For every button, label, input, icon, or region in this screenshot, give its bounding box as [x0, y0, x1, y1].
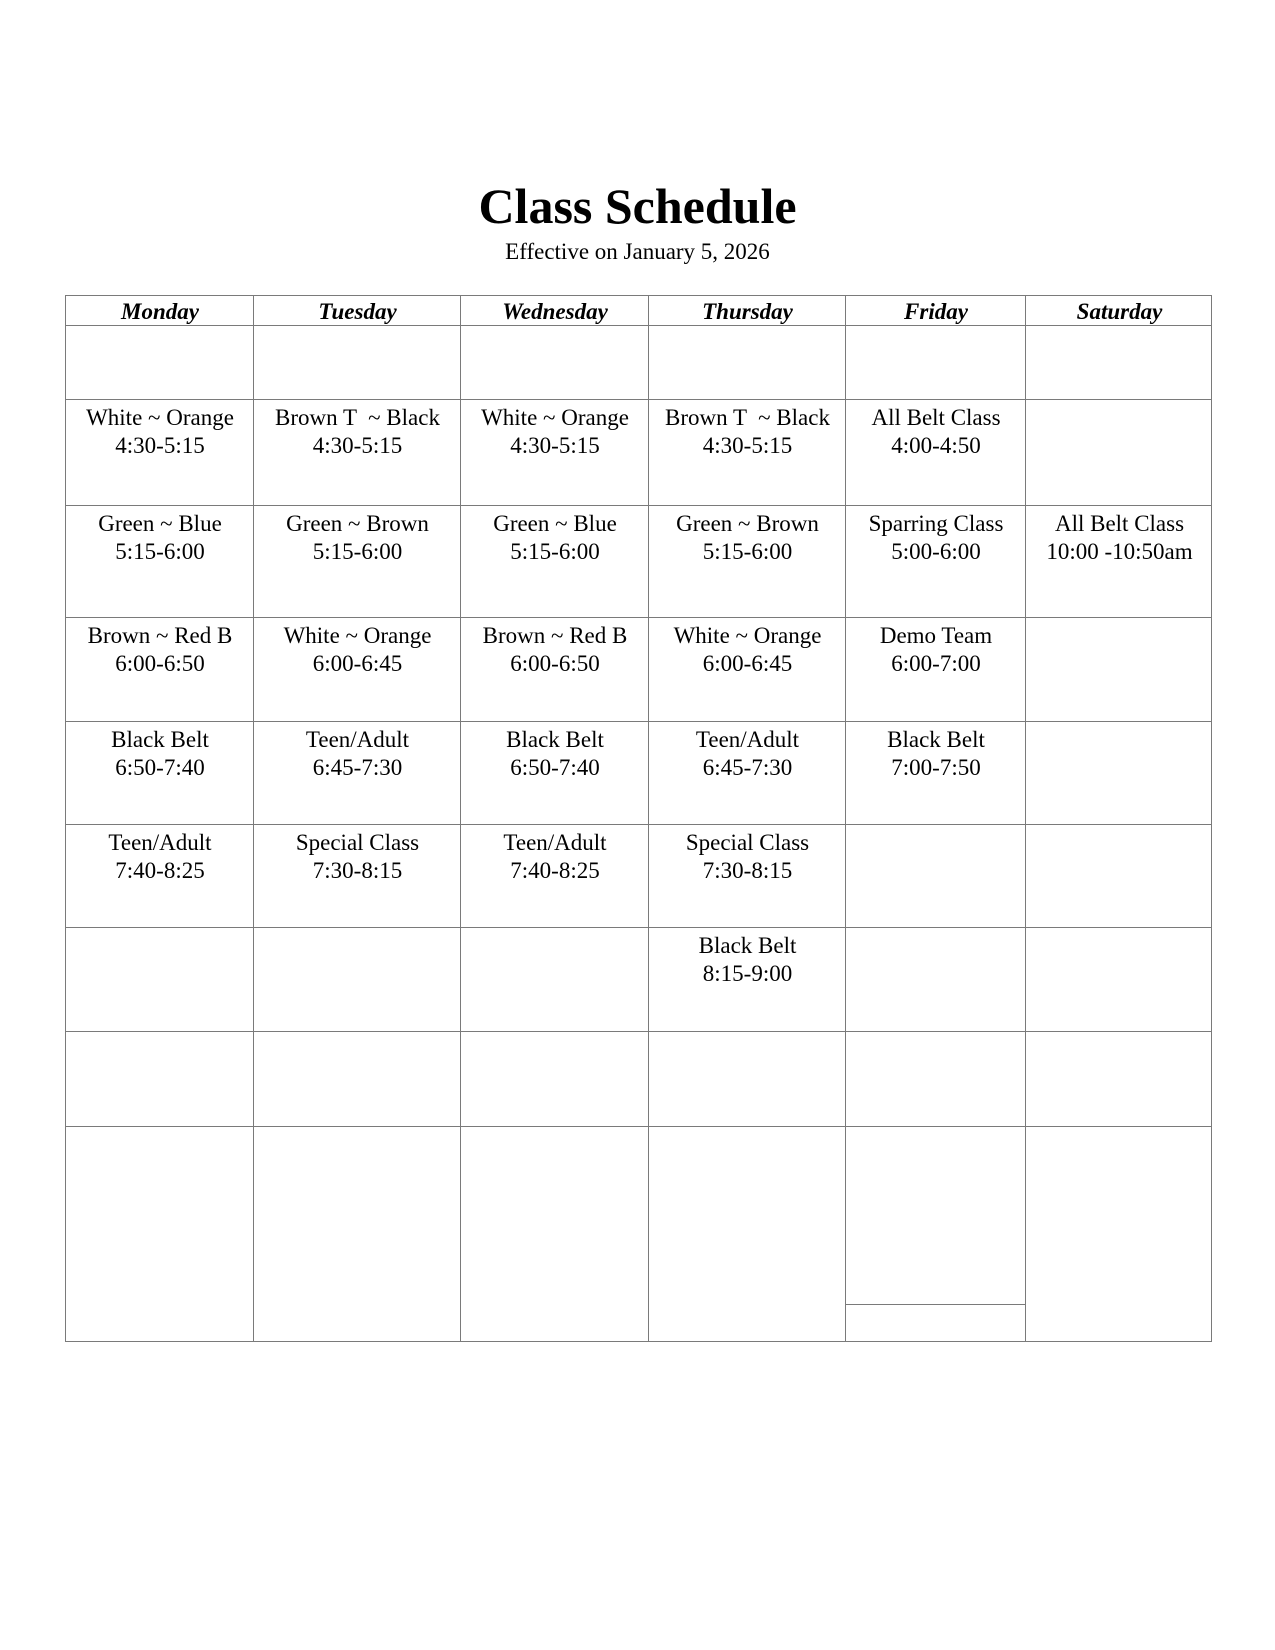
row-divider [66, 1126, 1211, 1127]
class-time: 6:00-7:00 [891, 651, 981, 676]
class-name: Green ~ Blue [98, 511, 222, 536]
class-name: Black Belt [887, 727, 985, 752]
class-time: 7:40-8:25 [115, 858, 205, 883]
class-name: Brown ~ Red B [87, 623, 233, 648]
effective-date: Effective on January 5, 2026 [505, 239, 770, 264]
class-time: 6:50-7:40 [115, 755, 205, 780]
class-time: 6:00-6:45 [312, 651, 403, 676]
class-cell-monday [66, 510, 254, 566]
class-name: Teen/Adult [305, 727, 410, 752]
day-header-thursday: Thursday [702, 299, 793, 324]
class-name: Brown ~ Red B [482, 623, 628, 648]
class-time: 7:30-8:15 [312, 858, 403, 883]
class-name: All Belt Class [871, 405, 1001, 430]
class-cell-thursday [649, 404, 846, 460]
class-time: 4:00-4:50 [891, 433, 981, 458]
class-cell-thursday [649, 726, 846, 782]
class-cell-tuesday [254, 726, 461, 782]
class-name: Brown T ~ Black [275, 405, 440, 430]
row-divider [66, 399, 1211, 400]
class-cell-thursday [649, 829, 846, 885]
class-name: White ~ Orange [481, 405, 629, 430]
class-cell-friday [846, 622, 1026, 678]
day-header-saturday: Saturday [1076, 299, 1163, 324]
class-time: 7:30-8:15 [702, 858, 793, 883]
class-time: 4:30-5:15 [312, 433, 403, 458]
row-divider [66, 617, 1211, 618]
class-cell-thursday [649, 510, 846, 566]
class-time: 7:40-8:25 [510, 858, 600, 883]
row-divider [66, 1031, 1211, 1032]
class-name: Teen/Adult [108, 830, 212, 855]
schedule-table [65, 295, 1212, 1342]
class-cell-thursday [649, 622, 846, 678]
class-name: Green ~ Brown [286, 511, 429, 536]
day-header-tuesday: Tuesday [318, 299, 397, 324]
class-time: 6:00-6:45 [702, 651, 793, 676]
class-time: 5:00-6:00 [891, 539, 981, 564]
row-divider [66, 721, 1211, 722]
class-name: Demo Team [879, 623, 993, 648]
class-time: 10:00 -10:50am [1046, 539, 1193, 564]
class-name: All Belt Class [1054, 511, 1185, 536]
class-cell-wednesday [461, 726, 649, 782]
class-name: White ~ Orange [283, 623, 432, 648]
class-cell-wednesday [461, 510, 649, 566]
class-cell-thursday [649, 932, 846, 988]
class-cell-friday [846, 726, 1026, 782]
day-header-monday: Monday [121, 299, 199, 324]
class-time: 7:00-7:50 [891, 755, 981, 780]
class-name: White ~ Orange [86, 405, 234, 430]
row-divider [66, 824, 1211, 825]
class-cell-monday [66, 726, 254, 782]
class-name: Black Belt [698, 933, 797, 958]
cell-divider [846, 1304, 1026, 1305]
class-time: 5:15-6:00 [702, 539, 793, 564]
class-cell-tuesday [254, 404, 461, 460]
class-name: Special Class [295, 830, 420, 855]
class-name: Teen/Adult [695, 727, 800, 752]
page-title: Class Schedule [478, 178, 797, 234]
class-cell-wednesday [461, 622, 649, 678]
class-name: Green ~ Blue [493, 511, 617, 536]
class-time: 4:30-5:15 [115, 433, 205, 458]
class-time: 5:15-6:00 [115, 539, 205, 564]
day-header-wednesday: Wednesday [502, 299, 608, 324]
class-time: 6:50-7:40 [510, 755, 600, 780]
class-cell-wednesday [461, 829, 649, 885]
class-name: Special Class [685, 830, 810, 855]
class-time: 4:30-5:15 [510, 433, 600, 458]
class-cell-monday [66, 829, 254, 885]
class-name: Sparring Class [868, 511, 1004, 536]
class-time: 6:00-6:50 [510, 651, 600, 676]
class-name: Black Belt [506, 727, 604, 752]
class-name: Green ~ Brown [676, 511, 819, 536]
class-time: 6:45-7:30 [702, 755, 793, 780]
row-divider [66, 505, 1211, 506]
class-cell-monday [66, 404, 254, 460]
class-time: 5:15-6:00 [510, 539, 600, 564]
class-cell-friday [846, 510, 1026, 566]
class-cell-tuesday [254, 510, 461, 566]
class-cell-saturday [1026, 510, 1213, 566]
class-time: 5:15-6:00 [312, 539, 403, 564]
class-name: Black Belt [111, 727, 209, 752]
class-time: 6:00-6:50 [115, 651, 205, 676]
row-divider [66, 927, 1211, 928]
class-cell-friday [846, 404, 1026, 460]
class-time: 6:45-7:30 [312, 755, 403, 780]
class-time: 8:15-9:00 [702, 961, 793, 986]
class-cell-tuesday [254, 622, 461, 678]
class-time: 4:30-5:15 [702, 433, 793, 458]
class-name: Teen/Adult [503, 830, 607, 855]
class-name: Brown T ~ Black [665, 405, 830, 430]
day-header-friday: Friday [904, 299, 968, 324]
class-cell-wednesday [461, 404, 649, 460]
class-name: White ~ Orange [673, 623, 822, 648]
class-cell-monday [66, 622, 254, 678]
class-cell-tuesday [254, 829, 461, 885]
